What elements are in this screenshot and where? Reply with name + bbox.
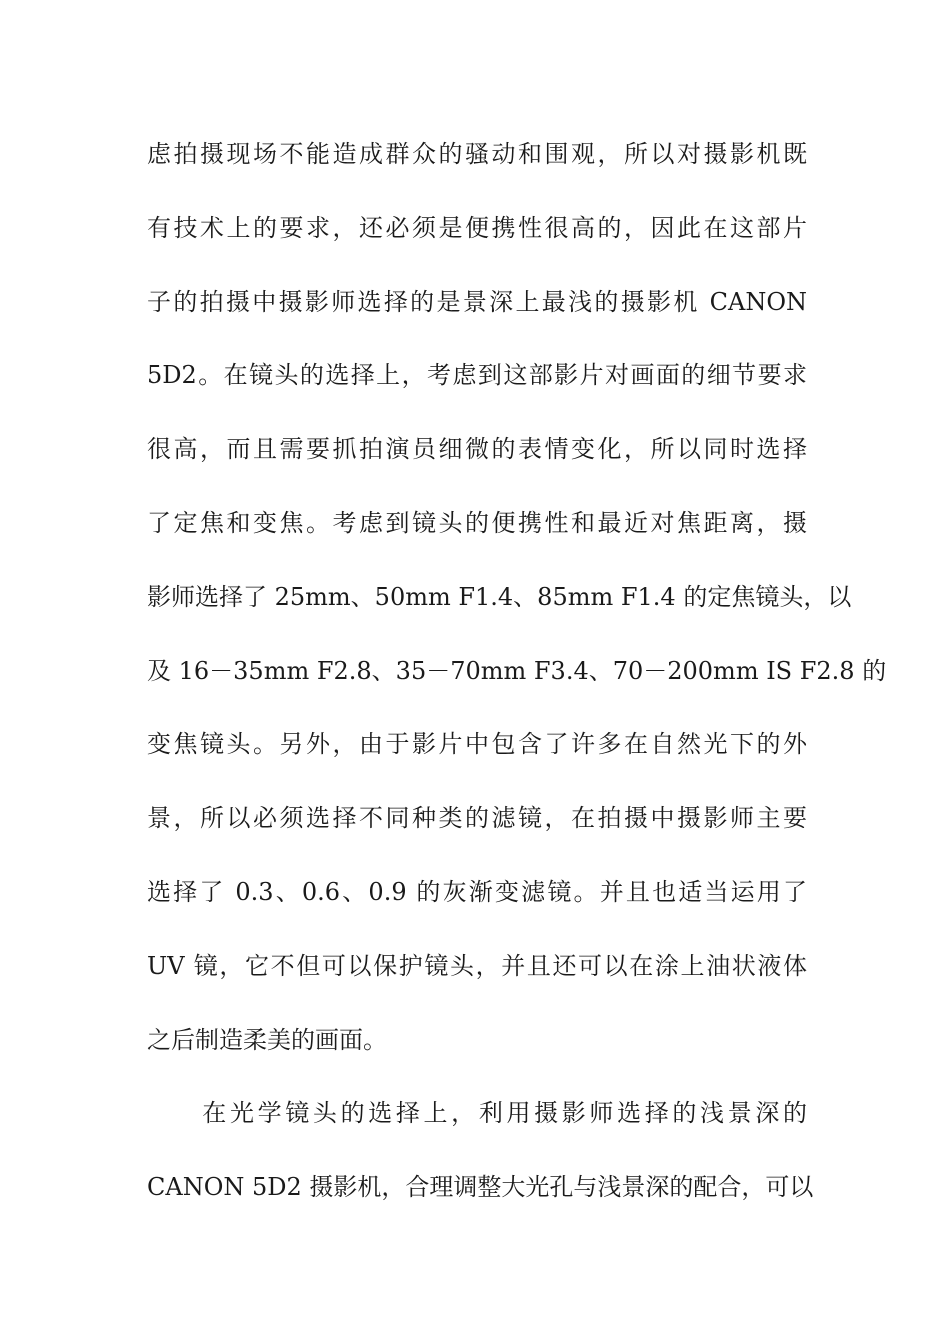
text-line: 景，所以必须选择不同种类的滤镜，在拍摄中摄影师主要 xyxy=(147,804,807,833)
text-line: 5D2。在镜头的选择上，考虑到这部影片对画面的细节要求 xyxy=(147,361,807,390)
paragraph-end-line: 之后制造柔美的画面。 xyxy=(147,1025,387,1054)
body-text xyxy=(147,132,887,1239)
text-line: CANON 5D2 摄影机，合理调整大光孔与浅景深的配合，可以 xyxy=(147,1173,814,1202)
text-line: 影师选择了 25mm、50mm F1.4、85mm F1.4 的定焦镜头，以 xyxy=(147,582,852,611)
text-line: UV 镜，它不但可以保护镜头，并且还可以在涂上油状液体 xyxy=(147,951,807,980)
text-line: 变焦镜头。另外，由于影片中包含了许多在自然光下的外 xyxy=(147,730,807,759)
text-line: 了定焦和变焦。考虑到镜头的便携性和最近对焦距离，摄 xyxy=(147,508,807,537)
text-line: 及 16－35mm F2.8、35－70mm F3.4、70－200mm IS F2.8 的 xyxy=(147,656,887,685)
text-line: 子的拍摄中摄影师选择的是景深上最浅的摄影机 CANON xyxy=(147,287,807,316)
text-line: 虑拍摄现场不能造成群众的骚动和围观，所以对摄影机既 xyxy=(147,140,807,168)
paragraph-start-line: 在光学镜头的选择上，利用摄影师选择的浅景深的 xyxy=(147,1099,807,1128)
text-line: 有技术上的要求，还必须是便携性很高的，因此在这部片 xyxy=(147,213,807,242)
text-line: 很高，而且需要抓拍演员细微的表情变化，所以同时选择 xyxy=(147,435,807,464)
text-line: 选择了 0.3、0.6、0.9 的灰渐变滤镜。并且也适当运用了 xyxy=(147,877,807,906)
